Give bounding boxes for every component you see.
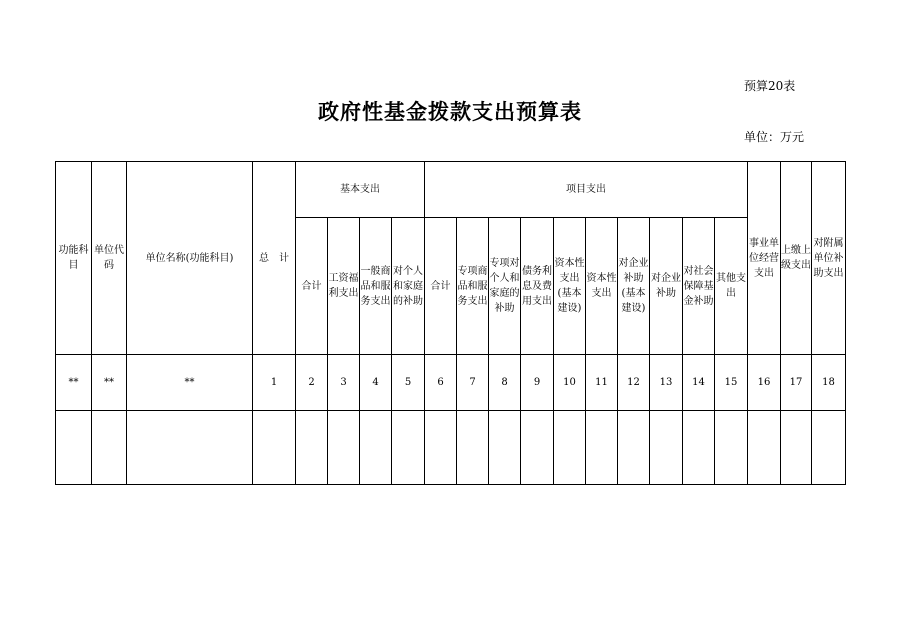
header-project-total: 合计 <box>425 218 457 355</box>
header-enterprise-subsidy: 对企业补助 <box>650 218 683 355</box>
header-unit-code: 单位代码 <box>92 162 127 355</box>
code-cell: 18 <box>812 355 846 411</box>
header-unit-name: 单位名称(功能科目) <box>127 162 253 355</box>
code-cell: 3 <box>328 355 360 411</box>
header-special-personal: 专项对个人和家庭的补助 <box>489 218 521 355</box>
code-cell: 6 <box>425 355 457 411</box>
empty-cell <box>586 411 618 485</box>
code-cell: 17 <box>781 355 812 411</box>
code-cell: 4 <box>360 355 392 411</box>
empty-cell <box>715 411 748 485</box>
header-personal-subsidy: 对个人和家庭的补助 <box>392 218 425 355</box>
empty-cell <box>328 411 360 485</box>
code-cell: 5 <box>392 355 425 411</box>
empty-cell <box>618 411 650 485</box>
header-basic-group: 基本支出 <box>296 162 425 218</box>
header-debt-interest: 债务利息及费用支出 <box>521 218 554 355</box>
header-project-group: 项目支出 <box>425 162 748 218</box>
empty-cell <box>56 411 92 485</box>
code-cell: 12 <box>618 355 650 411</box>
code-cell: 11 <box>586 355 618 411</box>
header-func-subject: 功能科目 <box>56 162 92 355</box>
header-goods-services: 一般商品和服务支出 <box>360 218 392 355</box>
code-cell: 10 <box>554 355 586 411</box>
header-other: 其他支出 <box>715 218 748 355</box>
header-public-service: 事业单位经营支出 <box>748 162 781 355</box>
code-cell: 16 <box>748 355 781 411</box>
code-cell: 7 <box>457 355 489 411</box>
header-wages: 工资福利支出 <box>328 218 360 355</box>
empty-cell <box>127 411 253 485</box>
header-capital-basic: 资本性支出(基本建设) <box>554 218 586 355</box>
empty-cell <box>650 411 683 485</box>
code-cell: 13 <box>650 355 683 411</box>
code-cell: 2 <box>296 355 328 411</box>
code-cell: ** <box>56 355 92 411</box>
empty-cell <box>521 411 554 485</box>
empty-cell <box>360 411 392 485</box>
page-title: 政府性基金拨款支出预算表 <box>318 99 582 124</box>
empty-cell <box>425 411 457 485</box>
empty-cell <box>683 411 715 485</box>
form-number: 预算20表 <box>744 79 796 93</box>
empty-cell <box>296 411 328 485</box>
empty-cell <box>489 411 521 485</box>
header-basic-total: 合计 <box>296 218 328 355</box>
code-row <box>56 355 846 411</box>
code-cell: 15 <box>715 355 748 411</box>
code-cell: 1 <box>253 355 296 411</box>
code-cell: 14 <box>683 355 715 411</box>
header-social-security: 对社会保障基金补助 <box>683 218 715 355</box>
header-total: 总 计 <box>253 162 296 355</box>
empty-cell <box>748 411 781 485</box>
empty-cell <box>392 411 425 485</box>
code-cell: ** <box>127 355 253 411</box>
empty-cell <box>812 411 846 485</box>
budget-table <box>55 161 846 485</box>
empty-cell <box>457 411 489 485</box>
code-cell: 8 <box>489 355 521 411</box>
empty-cell <box>253 411 296 485</box>
empty-cell <box>781 411 812 485</box>
header-capital: 资本性支出 <box>586 218 618 355</box>
header-affiliated-subsidy: 对附属单位补助支出 <box>812 162 846 355</box>
header-special-goods: 专项商品和服务支出 <box>457 218 489 355</box>
code-cell: 9 <box>521 355 554 411</box>
empty-cell <box>554 411 586 485</box>
header-enterprise-subsidy-basic: 对企业补助(基本建设) <box>618 218 650 355</box>
header-remit-upper: 上缴上级支出 <box>781 162 812 355</box>
empty-data-row <box>56 411 846 485</box>
code-cell: ** <box>92 355 127 411</box>
unit-label: 单位：万元 <box>744 130 805 144</box>
empty-cell <box>92 411 127 485</box>
